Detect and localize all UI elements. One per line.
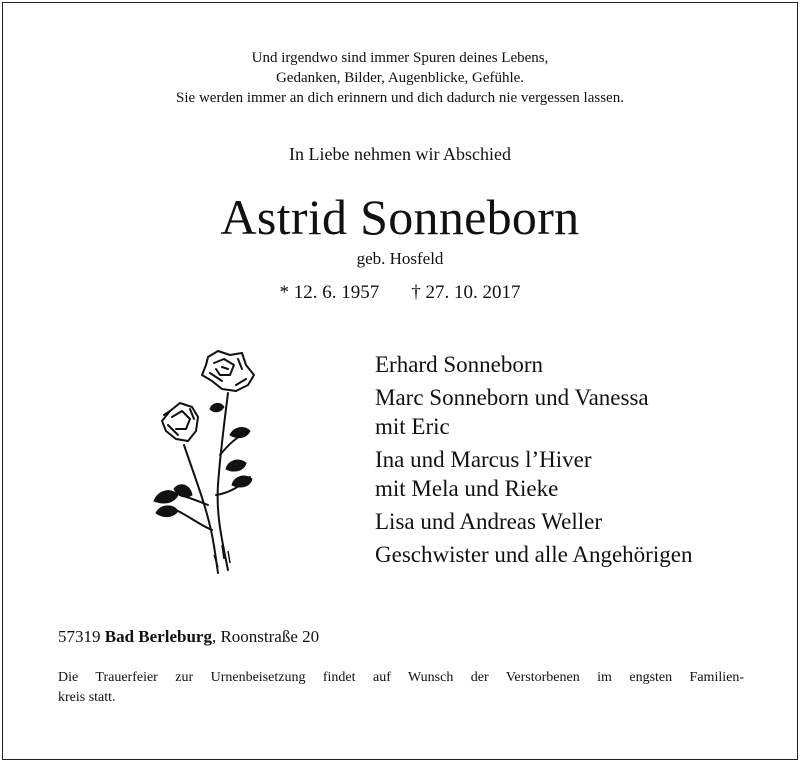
- notice-line-2: kreis statt.: [58, 690, 116, 705]
- farewell-intro: In Liebe nehmen wir Abschied: [289, 144, 511, 164]
- mourner-entry: [375, 383, 692, 441]
- life-dates: [0, 282, 800, 304]
- address: 57319 Bad Berleburg, Roonstraße 20: [58, 627, 320, 646]
- death-date: † 27. 10. 2017: [411, 282, 521, 303]
- mourner-line: mit Mela und Rieke: [375, 476, 559, 501]
- mourner-entry: [375, 445, 692, 503]
- birth-date: * 12. 6. 1957: [279, 282, 380, 303]
- birth-name: geb. Hosfeld: [356, 249, 444, 268]
- rose-icon: [150, 345, 270, 580]
- poem-line-2: Gedanken, Bilder, Augenblicke, Gefühle.: [275, 70, 525, 86]
- mourners-list: [375, 350, 692, 573]
- city: Bad Berleburg: [104, 627, 212, 646]
- mourner-entry: [375, 540, 692, 569]
- mourner-entry: [375, 350, 692, 379]
- funeral-notice: [58, 668, 744, 708]
- mourner-line: Ina und Marcus l’Hiver: [375, 447, 592, 472]
- mourner-entry: [375, 507, 692, 536]
- street: Roonstraße 20: [220, 627, 320, 646]
- postcode: 57319: [58, 627, 101, 646]
- mourner-line: mit Eric: [375, 414, 450, 439]
- mourner-line: Marc Sonneborn und Vanessa: [375, 385, 649, 410]
- mourner-line: Erhard Sonneborn: [375, 352, 543, 377]
- mourner-line: Geschwister und alle Angehörigen: [375, 542, 693, 567]
- poem-line-3: Sie werden immer an dich erinnern und dich dadurch nie vergessen lassen.: [176, 90, 624, 106]
- mourner-line: Lisa und Andreas Weller: [375, 509, 603, 534]
- poem-line-1: Und irgendwo sind immer Spuren deines Lebens,: [251, 50, 549, 66]
- poem: [0, 48, 800, 108]
- notice-line-1: Die Trauerfeier zur Urnenbeisetzung findet auf Wunsch der Verstorbenen im engsten Familien-: [58, 670, 744, 685]
- deceased-name: Astrid Sonneborn: [220, 189, 580, 245]
